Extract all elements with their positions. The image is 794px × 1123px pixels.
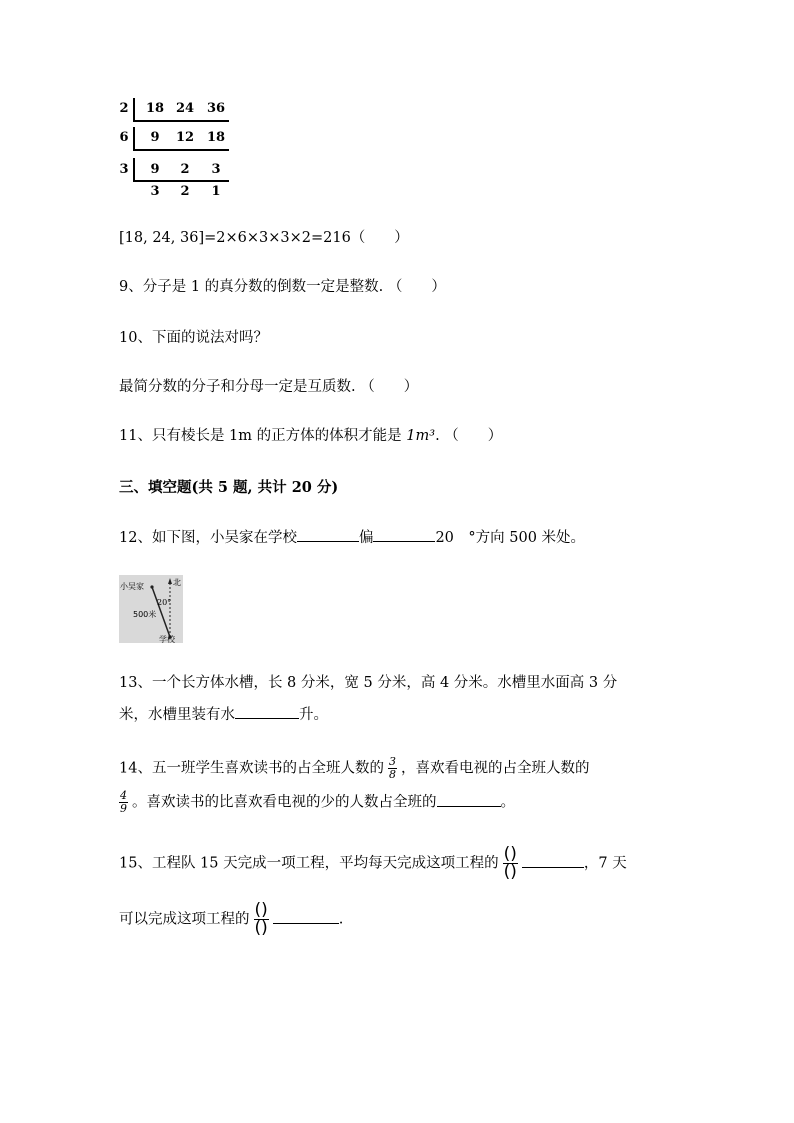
q12-text: 偏: [358, 530, 374, 546]
home-dot: [150, 585, 153, 588]
q15-blank-1[interactable]: [522, 853, 584, 868]
division-bar: [133, 127, 135, 149]
q11-unit: 1m³: [406, 428, 436, 444]
division-line: [133, 149, 229, 151]
q12-blank-2[interactable]: [373, 527, 435, 542]
q13-text: 升。: [299, 707, 328, 723]
distance-label: 500米: [133, 610, 157, 619]
quotient: 3: [150, 184, 160, 199]
quotient: 2: [180, 184, 190, 199]
q14-text: 14、五一班学生喜欢读书的占全班人数的: [119, 760, 384, 777]
division-bar: [133, 98, 135, 120]
q13-text: 米，水槽里装有水: [119, 707, 235, 723]
q15-text: 可以完成这项工程的: [119, 911, 250, 928]
q10-statement: 最简分数的分子和分母一定是互质数. （ ）: [119, 379, 419, 395]
numerator: (): [503, 844, 517, 864]
divisor: 6: [119, 130, 129, 145]
q9: 9、分子是 1 的真分数的倒数一定是整数. （ ）: [119, 279, 446, 295]
q14-text: ，喜欢看电视的占全班人数的: [400, 760, 590, 777]
q15-text: .: [338, 911, 344, 928]
divisor: 2: [119, 101, 129, 116]
angle-label: 20°: [157, 598, 172, 607]
section-title: 三、填空题(共 5 题, 共计 20 分): [119, 479, 339, 496]
q15-blank-2[interactable]: [273, 909, 339, 924]
q11-end: . （ ）: [435, 428, 503, 444]
q14-text: 。喜欢读书的比喜欢看电视的少的人数占全班的: [132, 794, 437, 811]
north-arrow-icon: [168, 578, 172, 584]
division-bar: [133, 158, 135, 180]
numerator: 4: [120, 789, 127, 802]
north-label: 北: [173, 578, 181, 587]
q15-line2: [119, 902, 343, 937]
dividend: 3: [211, 162, 221, 177]
denominator: 8: [388, 768, 396, 781]
dividend: 2: [180, 162, 190, 177]
q14-text: 。: [500, 794, 515, 811]
division-line: [133, 120, 229, 122]
direction-map: [119, 575, 183, 643]
q14-blank[interactable]: [437, 792, 501, 807]
q12: [119, 527, 585, 548]
q14-line2: [119, 790, 515, 815]
q14-line1: [119, 756, 589, 781]
dividend: 9: [150, 130, 160, 145]
q12-blank-1[interactable]: [297, 527, 359, 542]
dividend: 24: [175, 101, 195, 116]
dividend: 18: [145, 101, 165, 116]
q11: [119, 426, 502, 446]
dividend: 12: [175, 130, 195, 145]
q15-text: ，7 天: [583, 855, 627, 872]
q13-line1: 13、一个长方体水槽，长 8 分米，宽 5 分米，高 4 分米。水槽里水面高 3 分: [119, 675, 618, 691]
divisor: 3: [119, 162, 129, 177]
denominator: (): [254, 918, 268, 938]
q15-line1: [119, 846, 627, 881]
division-line: [133, 180, 229, 182]
dividend: 36: [206, 101, 226, 116]
q8-statement: [18, 24, 36]=2×6×3×3×2=216（ ）: [119, 230, 409, 246]
short-division: [117, 98, 237, 202]
empty-fraction: [503, 846, 518, 881]
fraction-4-9: [119, 790, 128, 815]
q10-title: 10、下面的说法对吗？: [119, 330, 268, 346]
home-label: 小吴家: [120, 582, 144, 591]
q12-text: 12、如下图，小吴家在学校: [119, 530, 297, 546]
dividend: 18: [206, 130, 226, 145]
denominator: (): [503, 862, 517, 882]
school-label: 学校: [159, 635, 175, 643]
q12-text: 20 °方向 500 米处。: [435, 530, 586, 546]
quotient: 1: [211, 184, 221, 199]
numerator: (): [254, 900, 268, 920]
q13-blank[interactable]: [235, 704, 299, 719]
map-drawing: [119, 575, 183, 643]
q13-line2: [119, 704, 328, 725]
q15-text: 15、工程队 15 天完成一项工程，平均每天完成这项工程的: [119, 855, 499, 872]
empty-fraction: [254, 902, 269, 937]
denominator: 9: [120, 802, 127, 815]
numerator: 3: [388, 755, 396, 768]
q11-text: 11、只有棱长是 1m 的正方体的体积才能是: [119, 428, 407, 444]
dividend: 9: [150, 162, 160, 177]
fraction-3-8: [388, 756, 397, 781]
